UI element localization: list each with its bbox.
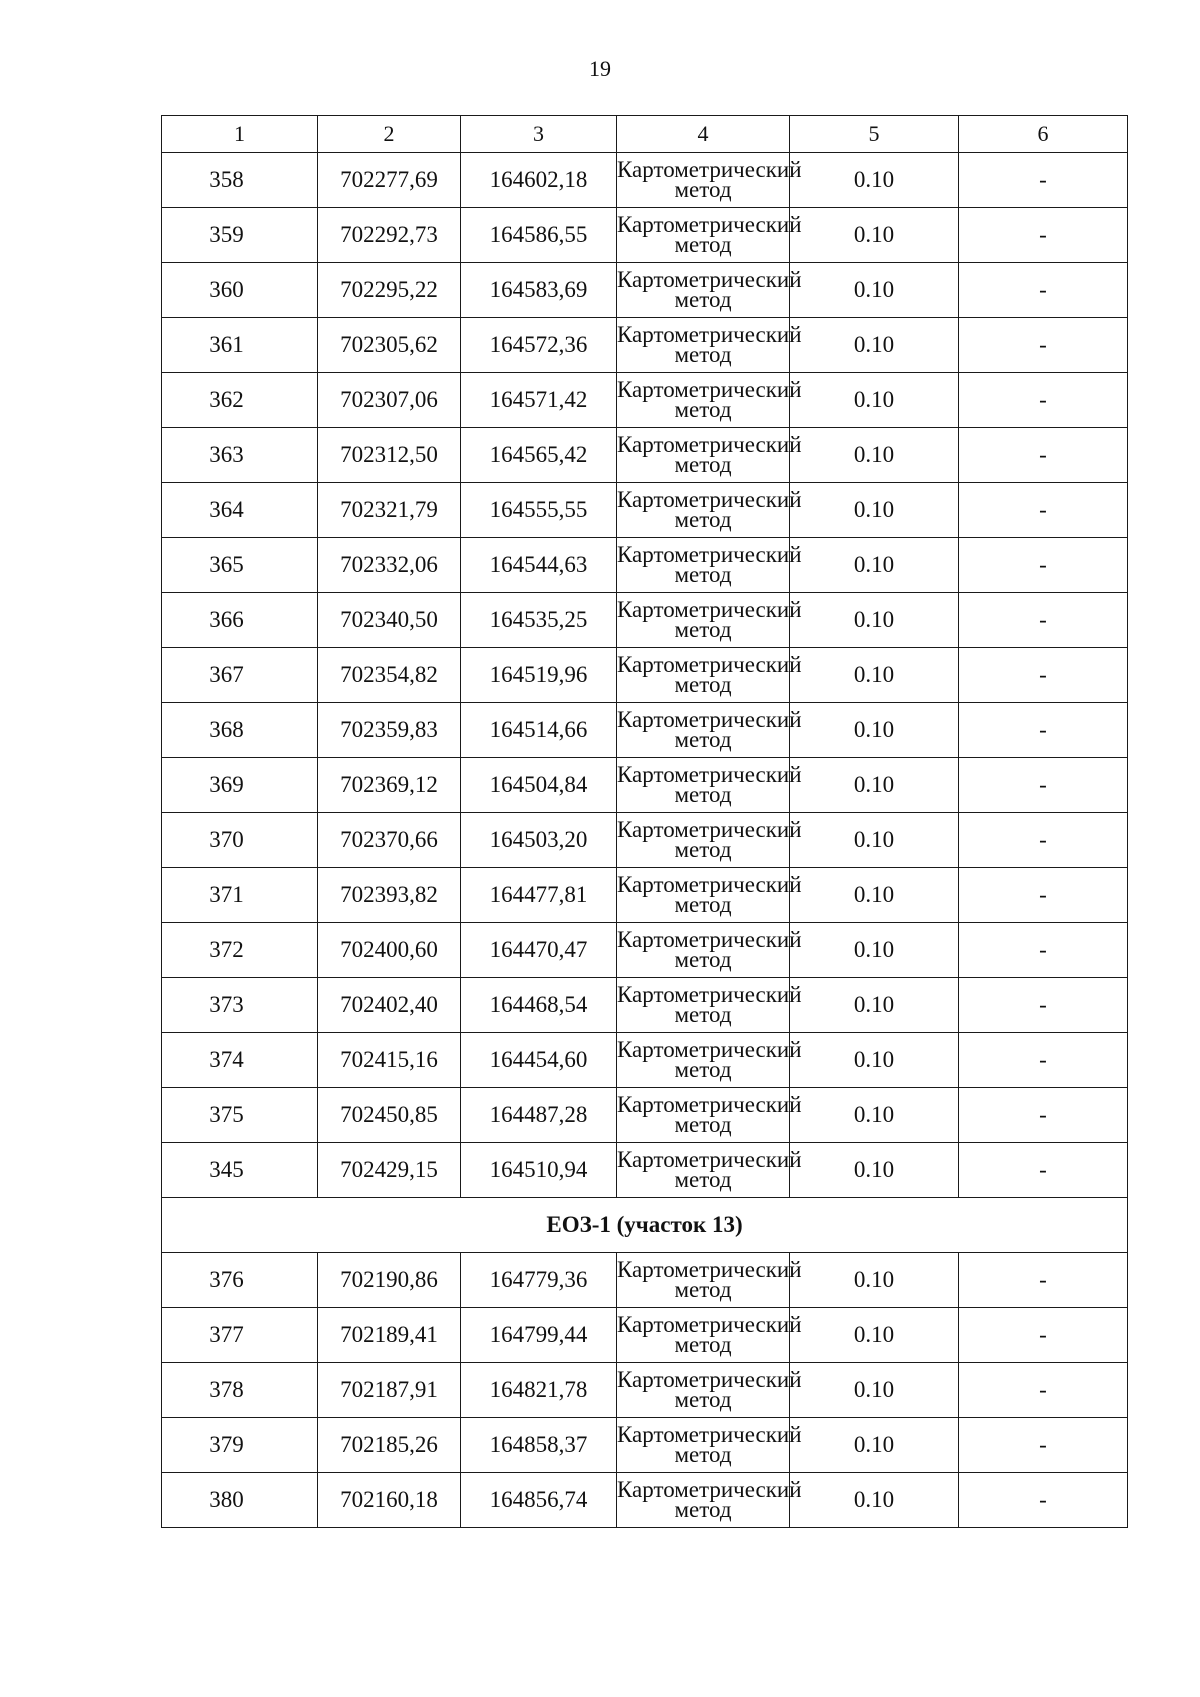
note-cell: - bbox=[959, 373, 1128, 428]
table-row bbox=[162, 1088, 1128, 1143]
accuracy-cell: 0.10 bbox=[790, 483, 959, 538]
y-coordinate-cell: 164586,55 bbox=[461, 208, 617, 263]
method-line-2: метод bbox=[674, 1002, 732, 1027]
header-cell: 2 bbox=[318, 116, 461, 153]
y-coordinate-cell: 164487,28 bbox=[461, 1088, 617, 1143]
y-coordinate-cell: 164821,78 bbox=[461, 1363, 617, 1418]
point-number-cell: 373 bbox=[162, 978, 318, 1033]
coordinates-table-body bbox=[162, 116, 1128, 1528]
method-line-2: метод bbox=[674, 1057, 732, 1082]
table-row bbox=[162, 153, 1128, 208]
note-cell: - bbox=[959, 703, 1128, 758]
accuracy-cell: 0.10 bbox=[790, 1088, 959, 1143]
method-line-1: Картометрический bbox=[617, 817, 802, 842]
table-row bbox=[162, 813, 1128, 868]
y-coordinate-cell: 164514,66 bbox=[461, 703, 617, 758]
method-line-2: метод bbox=[674, 397, 732, 422]
point-number-cell: 359 bbox=[162, 208, 318, 263]
accuracy-cell: 0.10 bbox=[790, 1033, 959, 1088]
x-coordinate-cell: 702187,91 bbox=[318, 1363, 461, 1418]
method-cell bbox=[617, 538, 802, 593]
method-cell bbox=[617, 153, 802, 208]
x-coordinate-cell: 702312,50 bbox=[318, 428, 461, 483]
note-cell: - bbox=[959, 1033, 1128, 1088]
table-row bbox=[162, 593, 1128, 648]
table-row bbox=[162, 538, 1128, 593]
note-cell: - bbox=[959, 868, 1128, 923]
y-coordinate-cell: 164470,47 bbox=[461, 923, 617, 978]
y-coordinate-cell: 164555,55 bbox=[461, 483, 617, 538]
y-coordinate-cell: 164503,20 bbox=[461, 813, 617, 868]
method-line-1: Картометрический bbox=[617, 1257, 802, 1282]
note-cell: - bbox=[959, 1418, 1128, 1473]
y-coordinate-cell: 164856,74 bbox=[461, 1473, 617, 1528]
table-row bbox=[162, 483, 1128, 538]
table-row bbox=[162, 1473, 1128, 1528]
method-cell bbox=[617, 483, 802, 538]
accuracy-cell: 0.10 bbox=[790, 1143, 959, 1198]
y-coordinate-cell: 164535,25 bbox=[461, 593, 617, 648]
method-line-2: метод bbox=[674, 892, 732, 917]
method-line-2: метод bbox=[674, 672, 732, 697]
y-coordinate-cell: 164572,36 bbox=[461, 318, 617, 373]
method-line-2: метод bbox=[674, 287, 732, 312]
note-cell: - bbox=[959, 758, 1128, 813]
method-line-1: Картометрический bbox=[617, 652, 802, 677]
table-row bbox=[162, 868, 1128, 923]
accuracy-cell: 0.10 bbox=[790, 593, 959, 648]
header-cell: 4 bbox=[617, 116, 790, 153]
x-coordinate-cell: 702292,73 bbox=[318, 208, 461, 263]
table-row bbox=[162, 1253, 1128, 1308]
method-line-2: метод bbox=[674, 837, 732, 862]
method-line-1: Картометрический bbox=[617, 1312, 802, 1337]
x-coordinate-cell: 702340,50 bbox=[318, 593, 461, 648]
header-cell: 5 bbox=[790, 116, 959, 153]
x-coordinate-cell: 702450,85 bbox=[318, 1088, 461, 1143]
method-cell bbox=[617, 1143, 802, 1198]
note-cell: - bbox=[959, 1143, 1128, 1198]
table-row bbox=[162, 318, 1128, 373]
note-cell: - bbox=[959, 1308, 1128, 1363]
y-coordinate-cell: 164565,42 bbox=[461, 428, 617, 483]
method-line-2: метод bbox=[674, 177, 732, 202]
header-cell: 1 bbox=[162, 116, 318, 153]
method-line-1: Картометрический bbox=[617, 377, 802, 402]
method-line-1: Картометрический bbox=[617, 872, 802, 897]
accuracy-cell: 0.10 bbox=[790, 978, 959, 1033]
method-cell bbox=[617, 1363, 802, 1418]
method-line-2: метод bbox=[674, 452, 732, 477]
method-line-2: метод bbox=[674, 1112, 732, 1137]
method-cell bbox=[617, 428, 802, 483]
method-line-1: Картометрический bbox=[617, 1367, 802, 1392]
x-coordinate-cell: 702369,12 bbox=[318, 758, 461, 813]
point-number-cell: 364 bbox=[162, 483, 318, 538]
method-line-1: Картометрический bbox=[617, 707, 802, 732]
method-line-1: Картометрический bbox=[617, 1092, 802, 1117]
header-cell: 3 bbox=[461, 116, 617, 153]
point-number-cell: 362 bbox=[162, 373, 318, 428]
x-coordinate-cell: 702415,16 bbox=[318, 1033, 461, 1088]
x-coordinate-cell: 702277,69 bbox=[318, 153, 461, 208]
note-cell: - bbox=[959, 1363, 1128, 1418]
method-line-2: метод bbox=[674, 1442, 732, 1467]
note-cell: - bbox=[959, 593, 1128, 648]
point-number-cell: 361 bbox=[162, 318, 318, 373]
table-row bbox=[162, 428, 1128, 483]
method-line-1: Картометрический bbox=[617, 542, 802, 567]
method-cell bbox=[617, 703, 802, 758]
method-line-2: метод bbox=[674, 1332, 732, 1357]
table-row bbox=[162, 263, 1128, 318]
x-coordinate-cell: 702160,18 bbox=[318, 1473, 461, 1528]
accuracy-cell: 0.10 bbox=[790, 263, 959, 318]
table-row bbox=[162, 1143, 1128, 1198]
method-line-2: метод bbox=[674, 782, 732, 807]
point-number-cell: 376 bbox=[162, 1253, 318, 1308]
x-coordinate-cell: 702370,66 bbox=[318, 813, 461, 868]
table-row bbox=[162, 1033, 1128, 1088]
method-cell bbox=[617, 978, 802, 1033]
accuracy-cell: 0.10 bbox=[790, 1418, 959, 1473]
note-cell: - bbox=[959, 208, 1128, 263]
method-line-2: метод bbox=[674, 562, 732, 587]
method-line-2: метод bbox=[674, 1277, 732, 1302]
method-line-1: Картометрический bbox=[617, 927, 802, 952]
note-cell: - bbox=[959, 1088, 1128, 1143]
note-cell: - bbox=[959, 483, 1128, 538]
method-cell bbox=[617, 648, 802, 703]
point-number-cell: 358 bbox=[162, 153, 318, 208]
header-cell: 6 bbox=[959, 116, 1128, 153]
accuracy-cell: 0.10 bbox=[790, 1363, 959, 1418]
table-row bbox=[162, 1308, 1128, 1363]
point-number-cell: 371 bbox=[162, 868, 318, 923]
section-title: ЕОЗ-1 (участок 13) bbox=[162, 1198, 1128, 1253]
point-number-cell: 380 bbox=[162, 1473, 318, 1528]
point-number-cell: 366 bbox=[162, 593, 318, 648]
note-cell: - bbox=[959, 923, 1128, 978]
method-line-2: метод bbox=[674, 1497, 732, 1522]
point-number-cell: 368 bbox=[162, 703, 318, 758]
point-number-cell: 375 bbox=[162, 1088, 318, 1143]
y-coordinate-cell: 164544,63 bbox=[461, 538, 617, 593]
point-number-cell: 363 bbox=[162, 428, 318, 483]
x-coordinate-cell: 702332,06 bbox=[318, 538, 461, 593]
method-line-1: Картометрический bbox=[617, 212, 802, 237]
x-coordinate-cell: 702189,41 bbox=[318, 1308, 461, 1363]
x-coordinate-cell: 702354,82 bbox=[318, 648, 461, 703]
table-row bbox=[162, 1363, 1128, 1418]
method-line-1: Картометрический bbox=[617, 432, 802, 457]
y-coordinate-cell: 164504,84 bbox=[461, 758, 617, 813]
point-number-cell: 370 bbox=[162, 813, 318, 868]
method-line-1: Картометрический bbox=[617, 1037, 802, 1062]
table-row bbox=[162, 978, 1128, 1033]
table-header-row bbox=[162, 116, 1128, 153]
y-coordinate-cell: 164799,44 bbox=[461, 1308, 617, 1363]
method-line-1: Картометрический bbox=[617, 157, 802, 182]
accuracy-cell: 0.10 bbox=[790, 538, 959, 593]
table-row bbox=[162, 208, 1128, 263]
note-cell: - bbox=[959, 813, 1128, 868]
point-number-cell: 379 bbox=[162, 1418, 318, 1473]
y-coordinate-cell: 164519,96 bbox=[461, 648, 617, 703]
point-number-cell: 365 bbox=[162, 538, 318, 593]
x-coordinate-cell: 702321,79 bbox=[318, 483, 461, 538]
table-row bbox=[162, 373, 1128, 428]
point-number-cell: 367 bbox=[162, 648, 318, 703]
page-number: 19 bbox=[589, 56, 611, 81]
y-coordinate-cell: 164858,37 bbox=[461, 1418, 617, 1473]
method-line-1: Картометрический bbox=[617, 762, 802, 787]
x-coordinate-cell: 702305,62 bbox=[318, 318, 461, 373]
method-cell bbox=[617, 1253, 802, 1308]
x-coordinate-cell: 702307,06 bbox=[318, 373, 461, 428]
accuracy-cell: 0.10 bbox=[790, 648, 959, 703]
note-cell: - bbox=[959, 263, 1128, 318]
y-coordinate-cell: 164779,36 bbox=[461, 1253, 617, 1308]
accuracy-cell: 0.10 bbox=[790, 923, 959, 978]
method-cell bbox=[617, 318, 802, 373]
y-coordinate-cell: 164583,69 bbox=[461, 263, 617, 318]
note-cell: - bbox=[959, 428, 1128, 483]
x-coordinate-cell: 702190,86 bbox=[318, 1253, 461, 1308]
accuracy-cell: 0.10 bbox=[790, 1253, 959, 1308]
y-coordinate-cell: 164571,42 bbox=[461, 373, 617, 428]
accuracy-cell: 0.10 bbox=[790, 373, 959, 428]
method-cell bbox=[617, 923, 802, 978]
method-cell bbox=[617, 593, 802, 648]
note-cell: - bbox=[959, 1253, 1128, 1308]
method-cell bbox=[617, 1418, 802, 1473]
point-number-cell: 377 bbox=[162, 1308, 318, 1363]
accuracy-cell: 0.10 bbox=[790, 428, 959, 483]
method-cell bbox=[617, 868, 802, 923]
table-row bbox=[162, 758, 1128, 813]
note-cell: - bbox=[959, 153, 1128, 208]
method-line-2: метод bbox=[674, 507, 732, 532]
method-line-1: Картометрический bbox=[617, 597, 802, 622]
method-line-1: Картометрический bbox=[617, 1147, 802, 1172]
x-coordinate-cell: 702400,60 bbox=[318, 923, 461, 978]
accuracy-cell: 0.10 bbox=[790, 758, 959, 813]
point-number-cell: 374 bbox=[162, 1033, 318, 1088]
y-coordinate-cell: 164602,18 bbox=[461, 153, 617, 208]
method-cell bbox=[617, 208, 802, 263]
y-coordinate-cell: 164454,60 bbox=[461, 1033, 617, 1088]
accuracy-cell: 0.10 bbox=[790, 1473, 959, 1528]
x-coordinate-cell: 702402,40 bbox=[318, 978, 461, 1033]
point-number-cell: 378 bbox=[162, 1363, 318, 1418]
method-line-1: Картометрический bbox=[617, 1477, 802, 1502]
point-number-cell: 372 bbox=[162, 923, 318, 978]
method-line-2: метод bbox=[674, 1167, 732, 1192]
x-coordinate-cell: 702429,15 bbox=[318, 1143, 461, 1198]
note-cell: - bbox=[959, 648, 1128, 703]
method-cell bbox=[617, 1088, 802, 1143]
y-coordinate-cell: 164510,94 bbox=[461, 1143, 617, 1198]
note-cell: - bbox=[959, 1473, 1128, 1528]
method-line-2: метод bbox=[674, 342, 732, 367]
method-line-1: Картометрический bbox=[617, 267, 802, 292]
accuracy-cell: 0.10 bbox=[790, 318, 959, 373]
x-coordinate-cell: 702393,82 bbox=[318, 868, 461, 923]
accuracy-cell: 0.10 bbox=[790, 1308, 959, 1363]
table-row bbox=[162, 923, 1128, 978]
method-line-1: Картометрический bbox=[617, 487, 802, 512]
point-number-cell: 369 bbox=[162, 758, 318, 813]
method-cell bbox=[617, 373, 802, 428]
y-coordinate-cell: 164468,54 bbox=[461, 978, 617, 1033]
method-line-2: метод bbox=[674, 727, 732, 752]
method-cell bbox=[617, 813, 802, 868]
table-row bbox=[162, 648, 1128, 703]
method-line-2: метод bbox=[674, 617, 732, 642]
accuracy-cell: 0.10 bbox=[790, 868, 959, 923]
x-coordinate-cell: 702185,26 bbox=[318, 1418, 461, 1473]
method-line-1: Картометрический bbox=[617, 982, 802, 1007]
x-coordinate-cell: 702359,83 bbox=[318, 703, 461, 758]
y-coordinate-cell: 164477,81 bbox=[461, 868, 617, 923]
method-line-2: метод bbox=[674, 232, 732, 257]
method-cell bbox=[617, 263, 802, 318]
section-heading-row bbox=[162, 1198, 1128, 1253]
method-line-2: метод bbox=[674, 1387, 732, 1412]
table-row bbox=[162, 703, 1128, 758]
table-row bbox=[162, 1418, 1128, 1473]
point-number-cell: 360 bbox=[162, 263, 318, 318]
method-cell bbox=[617, 1308, 802, 1363]
x-coordinate-cell: 702295,22 bbox=[318, 263, 461, 318]
method-cell bbox=[617, 758, 802, 813]
note-cell: - bbox=[959, 318, 1128, 373]
method-cell bbox=[617, 1033, 802, 1088]
note-cell: - bbox=[959, 978, 1128, 1033]
method-cell bbox=[617, 1473, 802, 1528]
accuracy-cell: 0.10 bbox=[790, 813, 959, 868]
point-number-cell: 345 bbox=[162, 1143, 318, 1198]
method-line-1: Картометрический bbox=[617, 1422, 802, 1447]
coordinates-table bbox=[161, 115, 1128, 1528]
note-cell: - bbox=[959, 538, 1128, 593]
accuracy-cell: 0.10 bbox=[790, 208, 959, 263]
accuracy-cell: 0.10 bbox=[790, 153, 959, 208]
accuracy-cell: 0.10 bbox=[790, 703, 959, 758]
method-line-1: Картометрический bbox=[617, 322, 802, 347]
method-line-2: метод bbox=[674, 947, 732, 972]
